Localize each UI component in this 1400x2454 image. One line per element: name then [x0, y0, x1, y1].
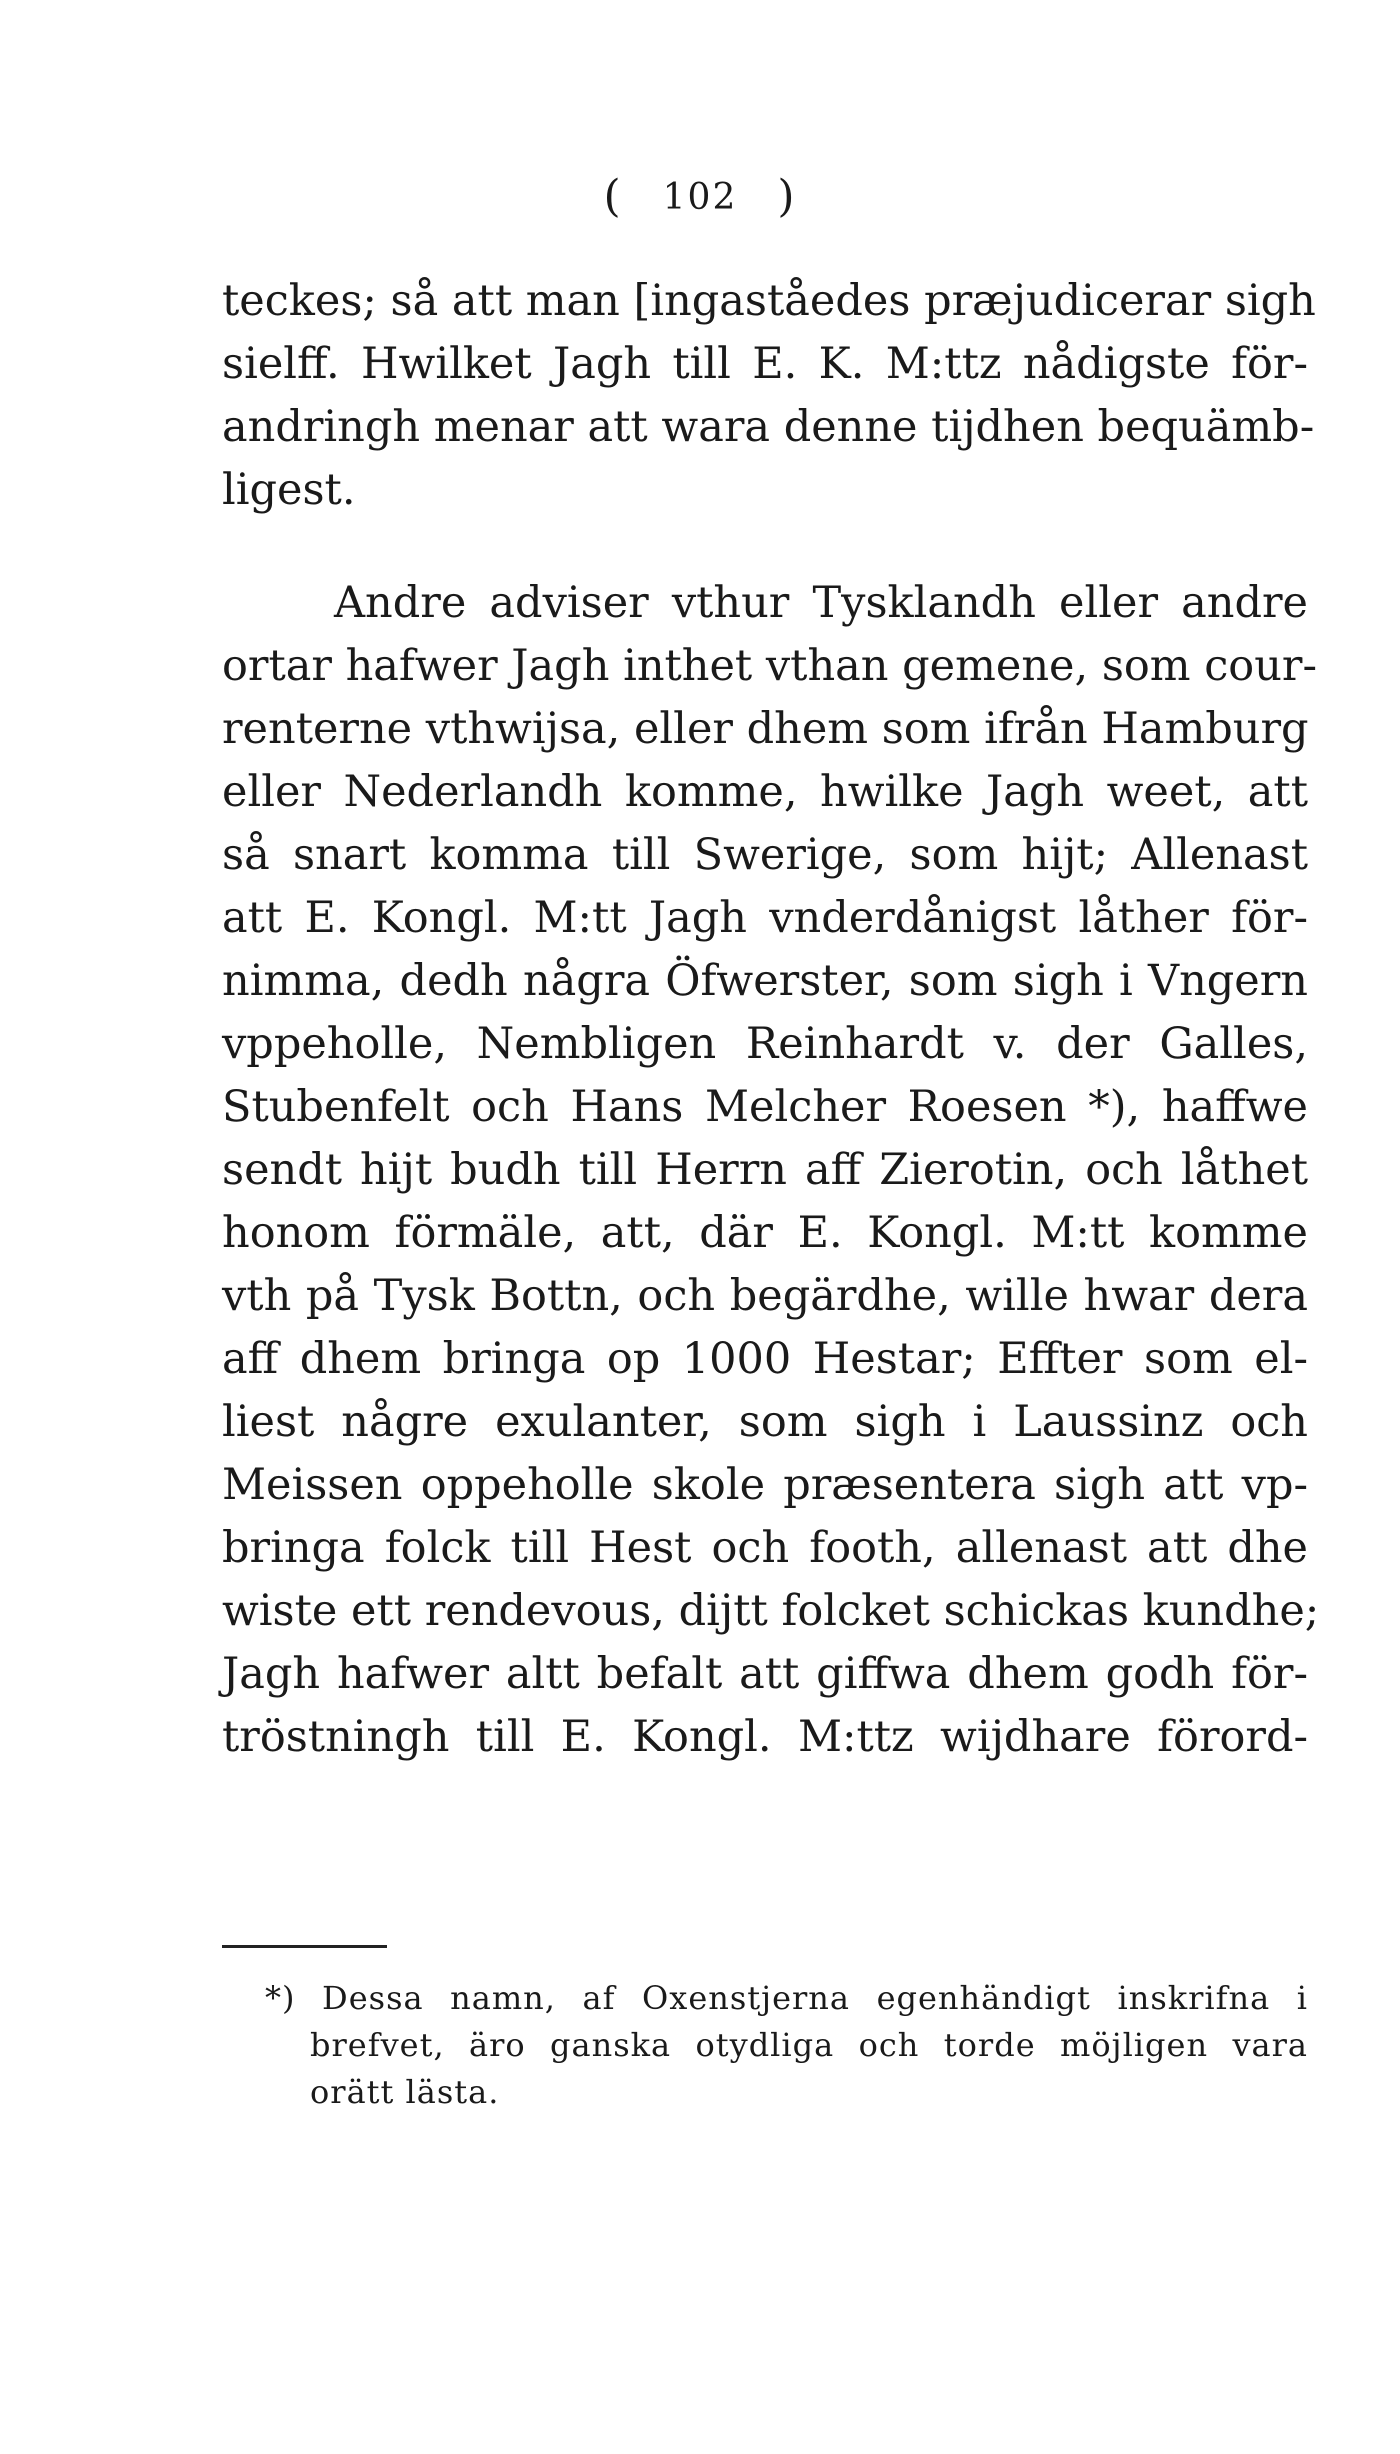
text-line: sielff. Hwilket Jagh till E. K. M:ttz nådigste för- — [222, 339, 1308, 389]
text-line: renterne vthwijsa, eller dhem som ifrån Hamburg — [222, 704, 1309, 754]
text-line: Andre adviser vthur Tysklandh eller andre — [334, 578, 1308, 628]
text-line: tröstningh till E. Kongl. M:ttz wijdhare förord- — [222, 1712, 1308, 1762]
text-line: Stubenfelt och Hans Melcher Roesen *), haffwe — [222, 1082, 1308, 1132]
page-number: 102 — [662, 177, 738, 218]
text-line: honom förmäle, att, där E. Kongl. M:tt komme — [222, 1208, 1308, 1258]
text-line: andringh menar att wara denne tijdhen bequämb- — [222, 402, 1315, 452]
text-line: vth på Tysk Bottn, och begärdhe, wille hwar dera — [222, 1271, 1308, 1321]
text-line: ortar hafwer Jagh inthet vthan gemene, som cour- — [222, 641, 1317, 691]
main-text — [222, 270, 1320, 1769]
text-line: sendt hijt budh till Herrn aff Zierotin, och låthet — [222, 1145, 1308, 1195]
footnote-line: brefvet, äro ganska otydliga och torde möjligen vara — [310, 2026, 1308, 2064]
page-header-open-paren: ( — [603, 171, 623, 222]
text-line: att E. Kongl. M:tt Jagh vnderdånigst låther för- — [222, 893, 1308, 943]
text-line: Meissen oppeholle skole præsentera sigh att vp- — [222, 1460, 1308, 1510]
footnote-line: *) Dessa namn, af Oxenstjerna egenhändigt inskrifna i — [265, 1979, 1308, 2017]
page-header — [0, 171, 1400, 222]
text-line: så snart komma till Swerige, som hijt; Allenast — [222, 830, 1308, 880]
text-line: wiste ett rendevous, dijtt folcket schickas kundhe; — [222, 1586, 1320, 1636]
text-line: aff dhem bringa op 1000 Hestar; Effter som el- — [222, 1334, 1308, 1384]
page-header-close-paren: ) — [777, 171, 797, 222]
footnote-line: orätt lästa. — [310, 2073, 500, 2111]
footnote — [265, 1975, 1308, 2116]
text-line: liest någre exulanter, som sigh i Laussinz och — [222, 1397, 1308, 1447]
text-line: vppeholle, Nembligen Reinhardt v. der Galles, — [222, 1019, 1308, 1069]
text-line: teckes; så att man [ingaståedes præjudicerar sigh — [222, 276, 1316, 326]
paragraph-gap — [222, 522, 1308, 572]
text-line: nimma, dedh några Öfwerster, som sigh i Vngern — [222, 956, 1308, 1006]
text-line: Jagh hafwer altt befalt att giffwa dhem godh för- — [222, 1649, 1308, 1699]
text-line: ligest. — [222, 465, 356, 515]
text-line: bringa folck till Hest och footh, allenast att dhe — [222, 1523, 1308, 1573]
text-line: eller Nederlandh komme, hwilke Jagh weet, att — [222, 767, 1308, 817]
footnote-divider — [222, 1945, 387, 1948]
